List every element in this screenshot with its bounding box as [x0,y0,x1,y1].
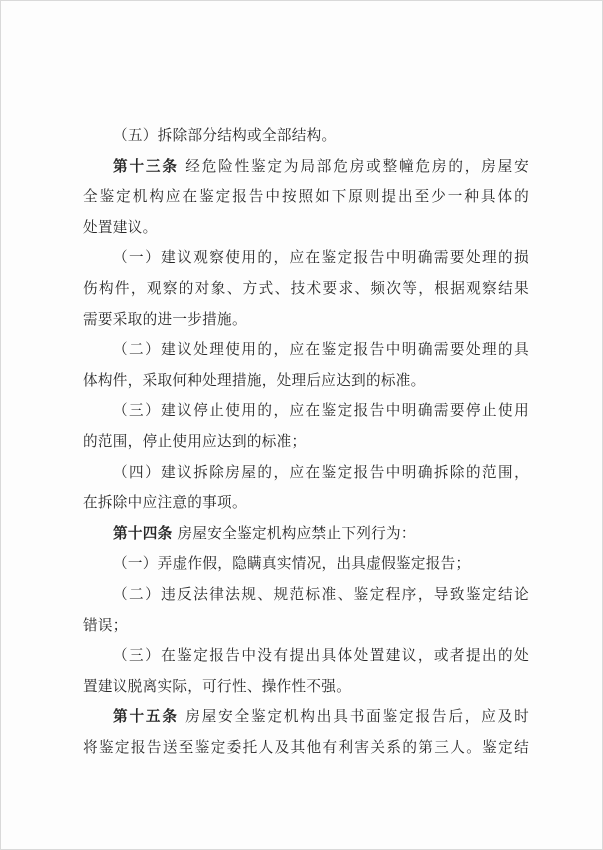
text-line [83,672,529,703]
line-text: 置建议脱离实际，可行性、操作性不强。 [83,677,352,695]
text-line [83,641,529,672]
line-text: （一）弄虚作假，隐瞒真实情况，出具虚假鉴定报告； [113,555,471,573]
text-line [83,121,529,152]
line-text: （四）建议拆除房屋的，应在鉴定报告中明确拆除的范围， [113,463,529,481]
line-text: 将鉴定报告送至鉴定委托人及其他有利害关系的第三人。鉴定结 [83,738,529,756]
line-text: 房屋安全鉴定机构应禁止下列行为： [172,524,416,542]
line-text: 全鉴定机构应在鉴定报告中按照如下原则提出至少一种具体的 [83,188,529,206]
text-line [83,580,529,611]
text-line [83,274,529,305]
text-line [83,366,529,397]
line-text: （二）建议处理使用的，应在鉴定报告中明确需要处理的具 [113,341,529,359]
text-line [83,427,529,458]
line-text: （三）在鉴定报告中没有提出具体处置建议，或者提出的处 [113,647,529,665]
line-text: 经危险性鉴定为局部危房或整幢危房的，房屋安 [178,157,530,175]
text-line [83,243,529,274]
text-line [83,549,529,580]
text-line [83,335,529,366]
line-text: （二）违反法律法规、规范标准、鉴定程序，导致鉴定结论 [113,585,529,603]
line-text: 房屋安全鉴定机构出具书面鉴定报告后，应及时 [178,708,530,726]
text-line [83,396,529,427]
line-text: 处置建议。 [83,218,158,236]
line-text: 的范围，停止使用应达到的标准； [83,432,307,450]
text-line [83,702,529,733]
text-line [83,488,529,519]
text-line [83,611,529,642]
line-text: （三）建议停止使用的，应在鉴定报告中明确需要停止使用 [113,402,529,420]
line-text: 在拆除中应注意的事项。 [83,494,247,512]
text-line [83,458,529,489]
line-text: （一）建议观察使用的，应在鉴定报告中明确需要处理的损 [113,249,529,267]
text-line [83,733,529,764]
document-body [83,121,529,763]
text-line [83,182,529,213]
article-heading: 第十三条 [113,157,179,175]
text-line [83,519,529,550]
line-text: 体构件，采取何种处理措施，处理后应达到的标准。 [83,371,426,389]
line-text: 伤构件，观察的对象、方式、技术要求、频次等，根据观察结果 [83,279,529,297]
line-text: 需要采取的进一步措施。 [83,310,247,328]
line-text: （五）拆除部分结构或全部结构。 [113,127,337,144]
text-line [83,305,529,336]
article-heading: 第十五条 [113,708,179,726]
text-line [83,213,529,244]
article-heading: 第十四条 [113,524,173,542]
line-text: 错误； [83,616,128,634]
text-line [83,152,529,183]
